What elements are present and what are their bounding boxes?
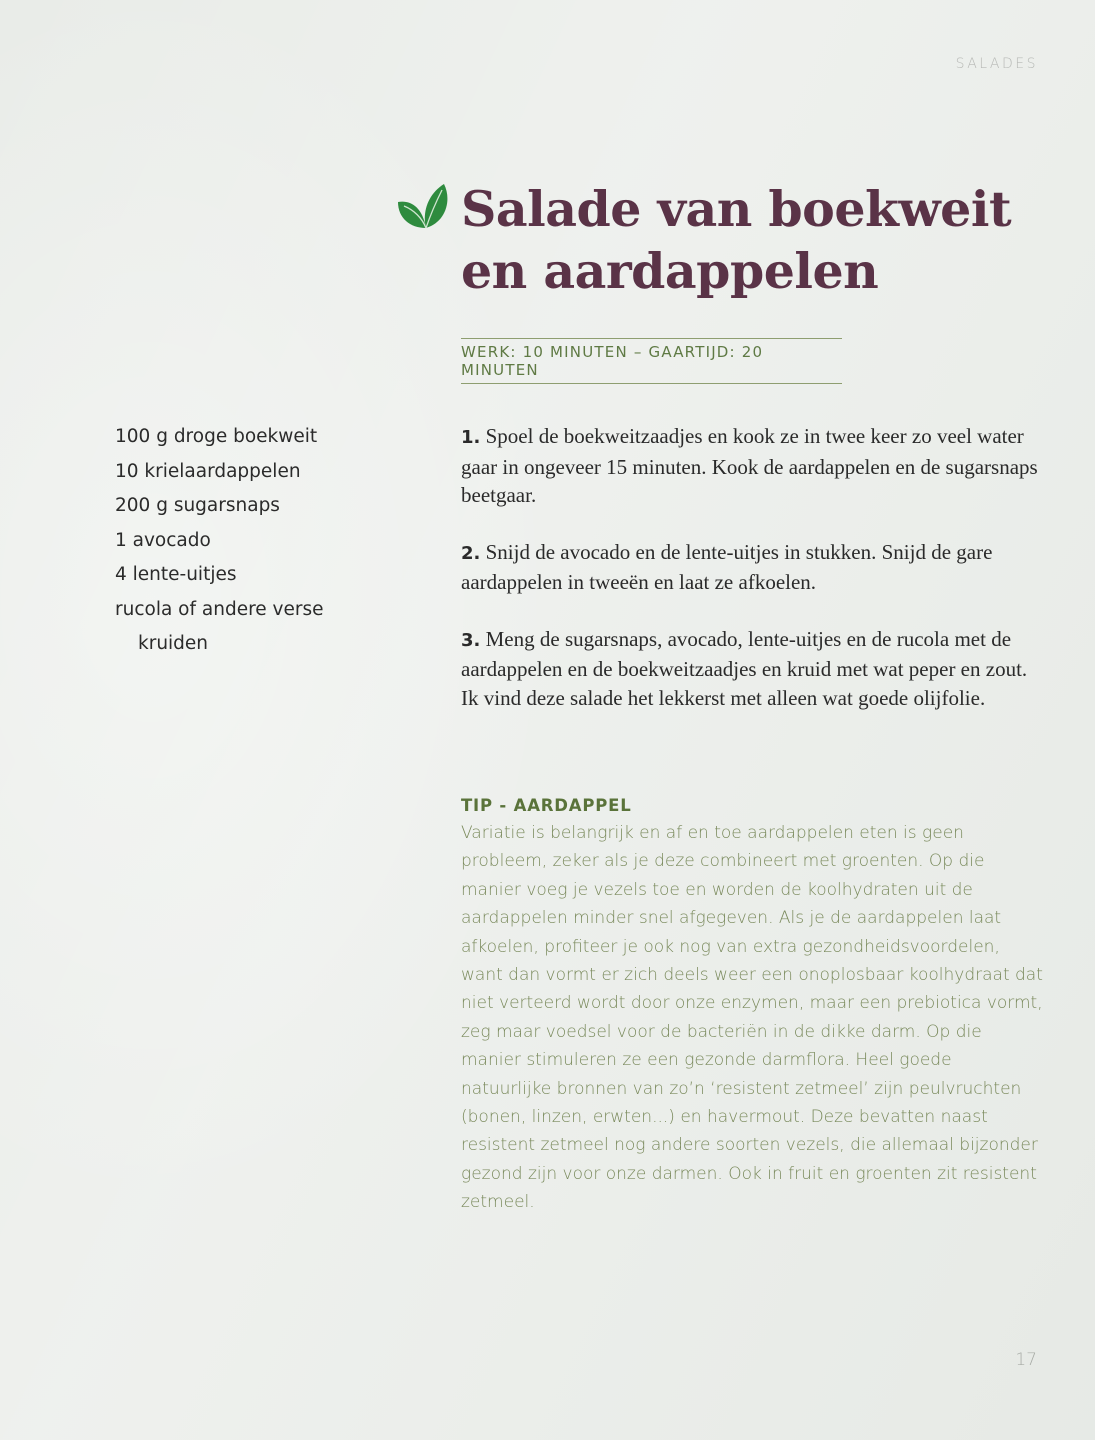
ingredient-item: 10 krielaardappelen bbox=[115, 460, 301, 482]
ingredient-item: 200 g sugarsnaps bbox=[115, 495, 280, 516]
tip-title: TIP - AARDAPPEL bbox=[461, 796, 632, 815]
recipe-timing: WERK: 10 MINUTEN – GAARTIJD: 20 MINUTEN bbox=[461, 338, 842, 384]
step-text: Spoel de boekweitzaadjes en kook ze in twee keer zo veel water gaar in ongeveer 15 minuten. Kook de aardappelen en de sugarsnaps beetgaar. bbox=[461, 424, 1038, 507]
ingredient-item bbox=[115, 593, 375, 662]
ingredient-item: 1 avocado bbox=[115, 529, 211, 551]
recipe-title: Salade van boekweit en aardappelen bbox=[461, 180, 1012, 300]
tip-body: Variatie is belangrijk en af en toe aardappelen eten is geen probleem, zeker als je deze combineert met groenten. Op die manier voeg je vezels toe en worden de koolhydraten uit de aardappelen minder snel afgegeven. Als je de aardappelen laat afkoelen, profiteer je ook nog van extra gezondheidsvoordelen, want dan vormt er zich deels weer een onoplosbaar koolhydraat dat niet verteerd wordt door onze enzymen, maar een prebiotica vormt, zeg maar voedsel voor de bacteriën in de dikke darm. Op die manier stimuleren ze een gezonde darmflora. Heel goede natuurlijke bronnen van zo’n ‘resistent zetmeel’ zijn peulvruchten (bonen, linzen, erwten...) en havermout. Deze bevatten naast resistent zetmeel nog andere soorten vezels, die allemaal bijzonder gezond zijn voor onze darmen. Ook in fruit en groenten zit resistent zetmeel. bbox=[461, 823, 1043, 1213]
ingredient-item: 100 g droge boekweit bbox=[115, 426, 318, 447]
tip-box bbox=[461, 793, 1046, 1217]
page-number: 17 bbox=[1015, 1350, 1037, 1370]
step-number: 2. bbox=[461, 542, 481, 564]
instruction-steps bbox=[461, 422, 1041, 740]
leaf-icon bbox=[396, 182, 450, 232]
section-label: SALADES bbox=[955, 56, 1038, 72]
step-2 bbox=[461, 538, 1041, 597]
step-1 bbox=[461, 422, 1041, 510]
ingredient-list bbox=[115, 420, 375, 662]
step-text: Snijd de avocado en de lente-uitjes in stukken. Snijd de gare aardappelen in tweeën en laat ze afkoelen. bbox=[461, 539, 993, 594]
ingredient-text-continued: kruiden bbox=[138, 633, 209, 654]
step-text: Meng de sugarsnaps, avocado, lente-uitjes en de rucola met de aardappelen en de boekweitzaadjes en kruid met wat peper en zout. Ik vind deze salade het lekkerst met alleen wat goede olijfolie. bbox=[461, 626, 1028, 710]
step-number: 3. bbox=[461, 629, 481, 651]
ingredient-text: rucola of andere verse bbox=[115, 598, 324, 620]
step-number: 1. bbox=[461, 427, 481, 448]
ingredient-item: 4 lente-uitjes bbox=[115, 564, 237, 585]
step-3 bbox=[461, 625, 1041, 713]
